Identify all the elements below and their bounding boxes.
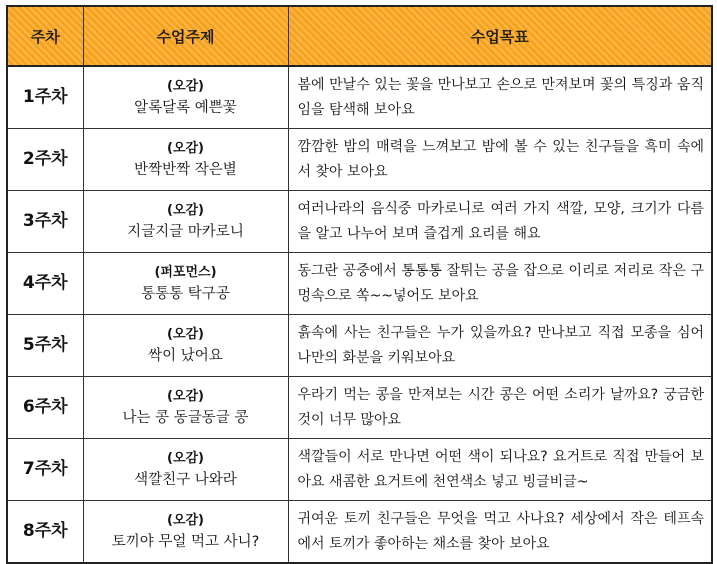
topic-category: (오감) <box>167 202 204 218</box>
week-cell <box>7 129 83 191</box>
header-goal: 수업목표 <box>288 6 712 66</box>
topic-title: 토끼야 무얼 먹고 사니? <box>111 533 260 550</box>
week-cell <box>7 66 83 129</box>
topic-title: 반짝반짝 작은별 <box>134 161 237 178</box>
week-cell <box>7 377 83 439</box>
topic-title: 통통통 탁구공 <box>141 285 230 302</box>
goal-cell: 동그란 공중에서 통통통 잘튀는 공을 잡으로 이리로 저리로 작은 구멍속으로 쏙~~넣어도 보아요 <box>288 253 712 315</box>
table-row <box>7 501 712 564</box>
week-cell <box>7 191 83 253</box>
header-topic: 수업주제 <box>83 6 288 66</box>
topic-title: 지글지글 마카로니 <box>127 223 244 240</box>
table-row <box>7 377 712 439</box>
goal-cell: 봄에 만날수 있는 꽃을 만나보고 손으로 만져보며 꽃의 특징과 움직임을 탐색해 보아요 <box>288 66 712 129</box>
header-week: 주차 <box>7 6 83 66</box>
week-label: 2주차 <box>22 149 68 169</box>
table-header <box>7 6 712 66</box>
week-label: 4주차 <box>22 273 68 293</box>
topic-cell <box>83 191 288 253</box>
goal-cell: 여러나라의 음식중 마카로니로 여러 가지 색깔, 모양, 크기가 다름을 알고 나누어 보며 즐겁게 요리를 해요 <box>288 191 712 253</box>
topic-cell <box>83 377 288 439</box>
goal-cell: 흙속에 사는 친구들은 누가 있을까요? 만나보고 직접 모종을 심어 나만의 화분을 키워보아요 <box>288 315 712 377</box>
week-label: 7주차 <box>22 459 68 479</box>
table-body <box>7 66 712 563</box>
topic-category: (오감) <box>167 450 204 466</box>
week-cell <box>7 439 83 501</box>
topic-cell <box>83 439 288 501</box>
topic-cell <box>83 129 288 191</box>
table-row <box>7 315 712 377</box>
topic-cell <box>83 315 288 377</box>
header-row <box>7 6 712 66</box>
topic-category: (오감) <box>167 140 204 156</box>
table-row <box>7 66 712 129</box>
goal-cell: 색깔들이 서로 만나면 어떤 색이 되나요? 요거트로 직접 만들어 보아요 새콤한 요거트에 천연색소 넣고 빙글비글~ <box>288 439 712 501</box>
week-label: 1주차 <box>22 87 68 107</box>
week-cell <box>7 501 83 564</box>
topic-cell <box>83 501 288 564</box>
goal-cell: 우라기 먹는 콩을 만져보는 시간 콩은 어떤 소리가 날까요? 궁금한 것이 너무 많아요 <box>288 377 712 439</box>
table-row <box>7 191 712 253</box>
topic-category: (오감) <box>167 78 204 94</box>
week-label: 5주차 <box>22 335 68 355</box>
topic-cell <box>83 253 288 315</box>
goal-cell: 깜깜한 밤의 매력을 느껴보고 밤에 볼 수 있는 친구들을 흑미 속에서 찾아 보아요 <box>288 129 712 191</box>
week-label: 6주차 <box>22 397 68 417</box>
table-row <box>7 439 712 501</box>
topic-category: (퍼포먼스) <box>154 264 217 280</box>
week-cell <box>7 253 83 315</box>
topic-category: (오감) <box>167 388 204 404</box>
topic-title: 알록달록 예쁜꽃 <box>134 99 237 116</box>
curriculum-table <box>6 5 713 564</box>
topic-title: 나는 콩 동글동글 콩 <box>122 409 249 426</box>
topic-cell <box>83 66 288 129</box>
topic-title: 색깔친구 나와라 <box>134 471 237 488</box>
topic-title: 싹이 났어요 <box>148 347 223 364</box>
table-row <box>7 253 712 315</box>
week-cell <box>7 315 83 377</box>
table-row <box>7 129 712 191</box>
week-label: 8주차 <box>22 521 68 541</box>
topic-category: (오감) <box>167 326 204 342</box>
goal-cell: 귀여운 토끼 친구들은 무엇을 먹고 사나요? 세상에서 작은 테프속에서 토끼가 좋아하는 채소를 찾아 보아요 <box>288 501 712 564</box>
topic-category: (오감) <box>167 512 204 528</box>
week-label: 3주차 <box>22 211 68 231</box>
